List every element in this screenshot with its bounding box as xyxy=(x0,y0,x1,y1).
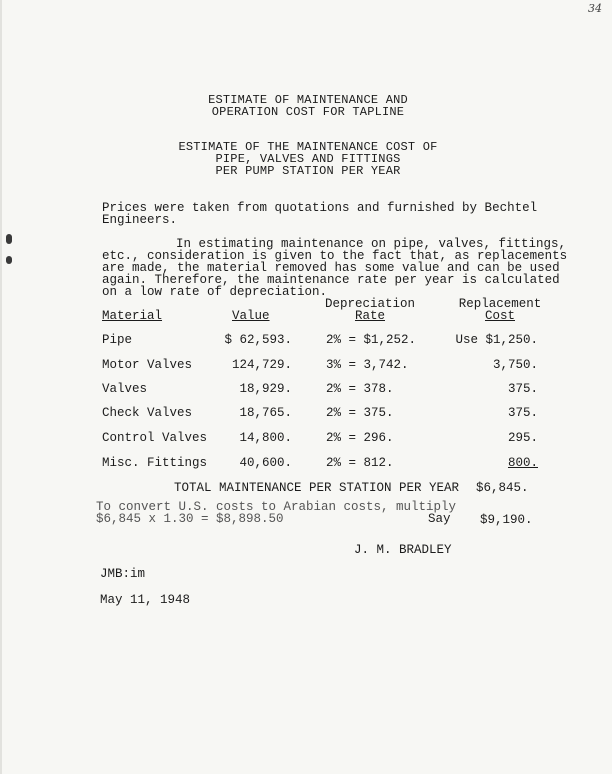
row-rate: 2% = 375. xyxy=(326,406,394,420)
conversion-line-2: $6,845 x 1.30 = $8,898.50 xyxy=(96,512,284,526)
row-cost: 3,750. xyxy=(492,358,538,372)
row-material: Pipe xyxy=(102,333,133,347)
row-value: 18,929. xyxy=(239,382,292,396)
row-material: Motor Valves xyxy=(102,358,193,372)
header-cost: Cost xyxy=(484,309,515,323)
title-line-2: OPERATION COST FOR TAPLINE xyxy=(211,105,405,119)
paragraph-2-line-4: again. Therefore, the maintenance rate per year is calculated xyxy=(102,273,560,287)
paragraph-2-line-1: In estimating maintenance on pipe, valves, fittings, xyxy=(176,237,567,251)
row-material: Valves xyxy=(102,382,148,396)
row-rate: 3% = 3,742. xyxy=(326,358,409,372)
header-replacement: Replacement xyxy=(458,297,542,311)
paragraph-1-line-2: Engineers. xyxy=(102,213,178,227)
typist-initials: JMB:im xyxy=(100,567,146,581)
row-rate: 2% = 378. xyxy=(326,382,394,396)
header-depreciation: Depreciation xyxy=(324,297,415,311)
subtitle-line-2: PIPE, VALVES AND FITTINGS xyxy=(215,152,401,166)
row-cost: 375. xyxy=(507,382,538,396)
row-cost: Use $1,250. xyxy=(455,333,538,347)
row-rate: 2% = 812. xyxy=(326,456,394,470)
row-rate: 2% = 296. xyxy=(326,431,394,445)
row-cost: 295. xyxy=(507,431,538,445)
row-value: 40,600. xyxy=(239,456,292,470)
title-line-1: ESTIMATE OF MAINTENANCE AND xyxy=(208,93,408,107)
row-cost: 375. xyxy=(507,406,538,420)
header-rate: Rate xyxy=(354,309,385,323)
row-material: Misc. Fittings xyxy=(102,456,208,470)
paragraph-1-line-1: Prices were taken from quotations and furnished by Bechtel xyxy=(102,201,538,215)
total-label: TOTAL MAINTENANCE PER STATION PER YEAR xyxy=(174,481,460,495)
header-material: Material xyxy=(102,309,163,323)
paragraph-2-line-5: on a low rate of depreciation. xyxy=(102,285,328,299)
page-number: 34 xyxy=(588,2,602,15)
paragraph-2-line-2: etc., consideration is given to the fact that, as replacements xyxy=(102,249,568,263)
binder-hole-mark xyxy=(6,256,12,264)
binder-hole-mark xyxy=(6,234,12,244)
row-material: Check Valves xyxy=(102,406,193,420)
header-value: Value xyxy=(232,309,270,323)
subtitle-line-1: ESTIMATE OF THE MAINTENANCE COST OF xyxy=(178,140,438,154)
total-value: $6,845. xyxy=(476,481,529,495)
signature: J. M. BRADLEY xyxy=(354,543,452,557)
row-cost: 800. xyxy=(507,456,538,470)
conversion-line-1: To convert U.S. costs to Arabian costs, multiply xyxy=(96,500,457,514)
row-value: 18,765. xyxy=(239,406,292,420)
subtitle-line-3: PER PUMP STATION PER YEAR xyxy=(215,164,401,178)
row-material: Control Valves xyxy=(102,431,208,445)
document-date: May 11, 1948 xyxy=(100,593,191,607)
row-value: 124,729. xyxy=(231,358,292,372)
say-value: $9,190. xyxy=(480,513,533,527)
row-value: 14,800. xyxy=(239,431,292,445)
paragraph-2-line-3: are made, the material removed has some value and can be used xyxy=(102,261,560,275)
row-value: $ 62,593. xyxy=(224,333,292,347)
row-rate: 2% = $1,252. xyxy=(326,333,417,347)
say-label: Say xyxy=(428,512,451,526)
